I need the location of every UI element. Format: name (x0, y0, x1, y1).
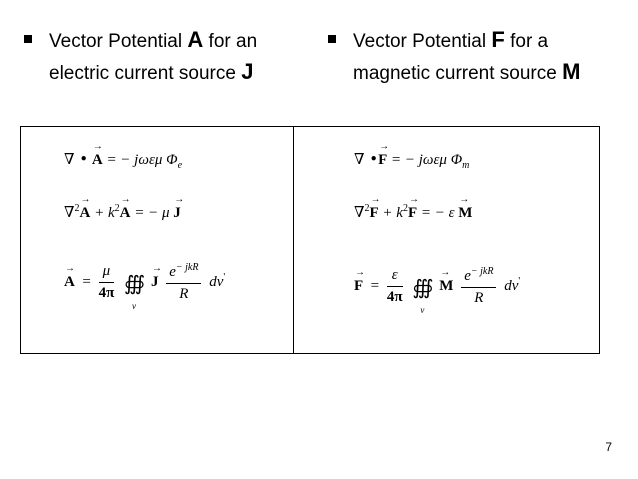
triple-integral-icon: ∰ v (412, 274, 434, 315)
left-wave-equation: $\nabla^2\to A + k^2\to A$ = − μ → J (64, 203, 181, 222)
bullet-right (328, 25, 628, 89)
table-divider (293, 126, 294, 354)
bullet-square-icon (24, 35, 32, 43)
page-number: 7 (605, 440, 612, 454)
right-integral-equation: → F = $\frac{\varepsilon}{4\pi}$ ∰ v → M $\frac{e^{- jkR}}{R}$ dv' (354, 266, 520, 307)
bullet-left-text: Vector Potential A for an electric current source J (49, 27, 258, 84)
bullet-left (24, 25, 314, 89)
right-divergence-equation: ∇ •→ F = − jωεμ $\Phi_m$ (354, 150, 469, 171)
bullet-square-icon (328, 35, 336, 43)
left-integral-equation: → A = $\frac{\mu}{4\pi}$ ∰ v → J $\frac{e^{- jkR}}{R}$ dv' (64, 262, 225, 303)
left-divergence-equation: ∇ • → A = − jωεμ $\Phi_e$ (64, 150, 182, 171)
bullet-right-text: Vector Potential F for a magnetic current source M (353, 27, 581, 84)
triple-integral-icon: ∰ v (124, 270, 146, 311)
right-wave-equation: $\nabla^2\to F + k^2\to F$ = − ε → M (354, 203, 472, 222)
